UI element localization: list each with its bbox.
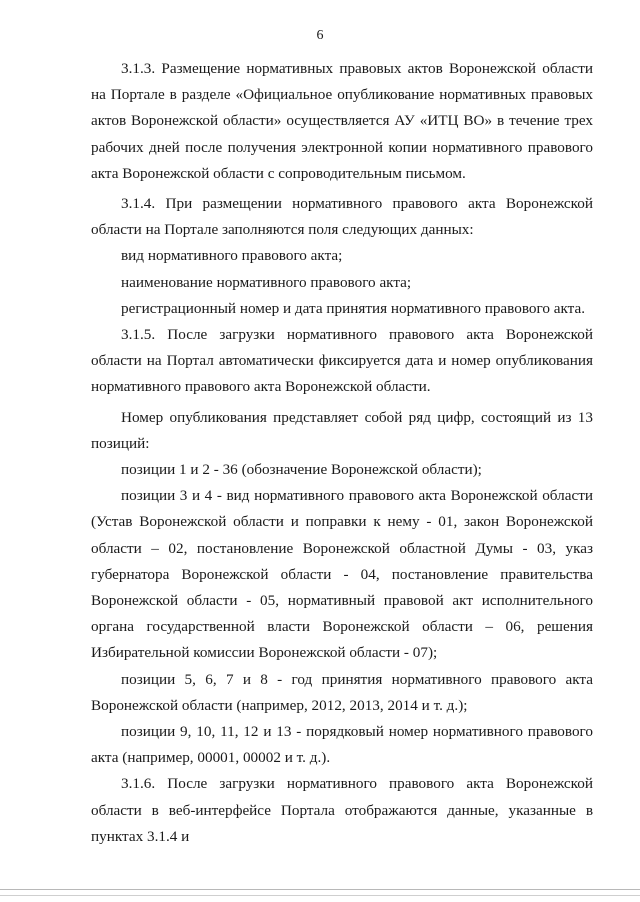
page-bottom-edge (0, 889, 640, 890)
list-item-act-type: вид нормативного правового акта; (121, 247, 343, 265)
list-item-positions-5-8: позиции 5, 6, 7 и 8 - год принятия нормативного правового акта Воронежской области (например, 2012, 2013, 2014 и т. д.); (91, 670, 593, 714)
list-item-positions-3-4: позиции 3 и 4 - вид нормативного правового акта Воронежской области (Устав Воронежской области и поправки к нему - 01, закон Воронежской области – 02, постановление Воронежской областной Думы - 03, указ губернатора Воронежской области - 04, постановление правительства Воронежской области - 05, нормативный правовой акт исполнительного органа государственной власти Воронежской области – 06, решения Избирательной комиссии Воронежской области - 07); (91, 487, 593, 662)
list-item-positions-9-13: позиции 9, 10, 11, 12 и 13 - порядковый номер нормативного правового акта (например, 00001, 00002 и т. д.). (91, 723, 593, 767)
paragraph-publication-number: Номер опубликования представляет собой ряд цифр, состоящий из 13 позиций: (91, 408, 593, 452)
paragraph-3-1-6: 3.1.6. После загрузки нормативного правового акта Воронежской области в веб-интерфейсе Портала отображаются данные, указанные в пунктах 3.1.4 и (91, 775, 593, 845)
paragraph-3-1-3: 3.1.3. Размещение нормативных правовых актов Воронежской области на Портале в разделе «Официальное опубликование нормативных правовых актов Воронежской области» осуществляется АУ «ИТЦ ВО» в течение трех рабочих дней после получения электронной копии нормативного правового акта Воронежской области с сопроводительным письмом. (91, 60, 593, 182)
list-item-positions-1-2: позиции 1 и 2 - 36 (обозначение Воронежской области); (121, 461, 482, 479)
page-bottom-edge-shadow (0, 895, 640, 896)
list-item-act-name: наименование нормативного правового акта; (121, 273, 412, 291)
page-number: 6 (316, 28, 324, 43)
paragraph-3-1-5: 3.1.5. После загрузки нормативного правового акта Воронежской области на Портал автоматически фиксируется дата и номер опубликования нормативного правового акта Воронежской области. (91, 326, 593, 396)
document-body (91, 56, 593, 850)
list-item-reg-number: регистрационный номер и дата принятия нормативного правового акта. (121, 299, 586, 317)
paragraph-3-1-4: 3.1.4. При размещении нормативного правового акта Воронежской области на Портале заполняются поля следующих данных: (91, 195, 593, 239)
